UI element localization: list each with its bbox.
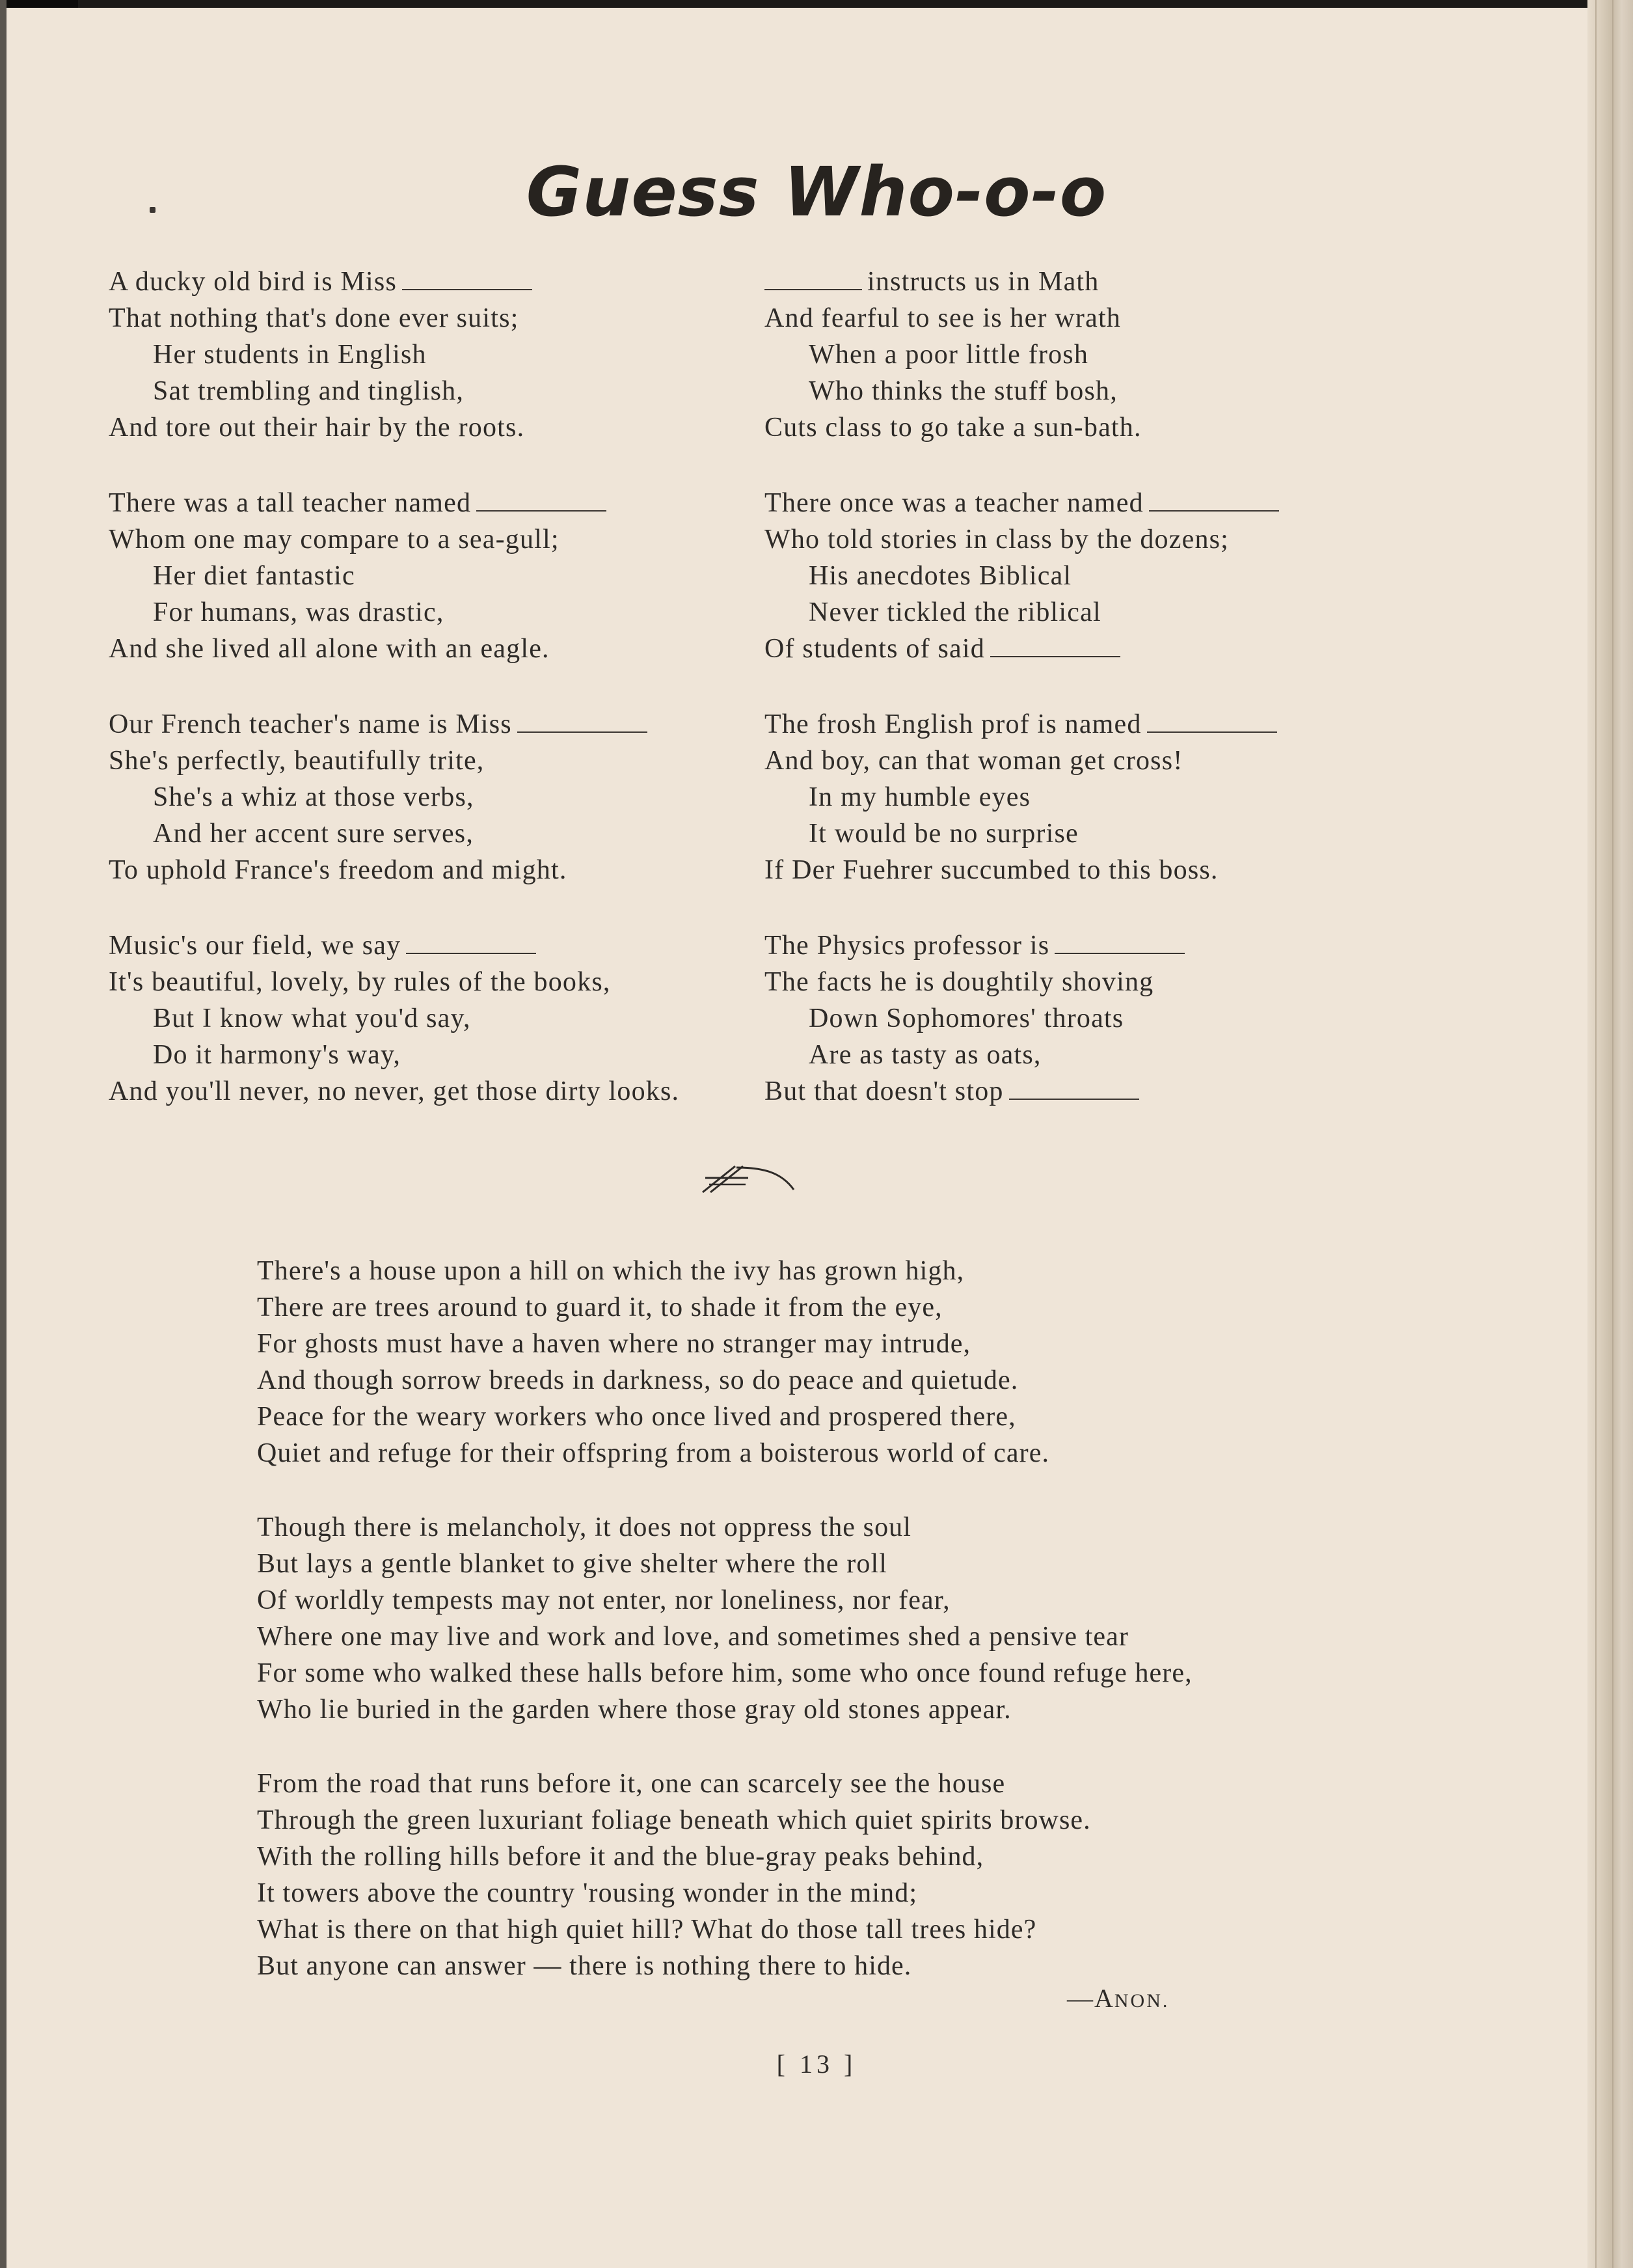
verse-text: She's perfectly, beautifully trite, <box>109 746 485 776</box>
verse-line <box>764 1000 1415 1037</box>
verse-line <box>109 485 759 521</box>
poem-line: From the road that runs before it, one can scarcely see the house <box>257 1769 1006 1799</box>
verse-line <box>109 264 759 300</box>
limerick-stanza <box>109 706 759 888</box>
verse-line <box>764 264 1415 300</box>
verse-text: Who thinks the stuff bosh, <box>809 376 1118 406</box>
verse-line <box>109 964 759 1000</box>
poem-line: Quiet and refuge for their offspring from a boisterous world of care. <box>257 1438 1050 1468</box>
poem-line: Though there is melancholy, it does not oppress the soul <box>257 1512 912 1542</box>
name-blank <box>1147 731 1277 733</box>
poem-body <box>257 1253 1298 2022</box>
limerick-stanza <box>764 485 1415 667</box>
name-blank <box>406 953 536 954</box>
page-binding <box>1587 0 1633 2268</box>
verse-line <box>109 300 759 336</box>
verse-line <box>764 558 1415 594</box>
limerick-stanza <box>764 706 1415 888</box>
verse-line <box>109 521 759 558</box>
ornament-divider-icon <box>696 1158 800 1197</box>
verse-line <box>764 852 1415 888</box>
verse-text: It's beautiful, lovely, by rules of the books, <box>109 967 611 997</box>
verse-line <box>109 815 759 852</box>
verse-line <box>109 1037 759 1073</box>
verse-text: The facts he is doughtily shoving <box>764 967 1154 997</box>
poem-line: For some who walked these halls before him, some who once found refuge here, <box>257 1658 1193 1688</box>
verse-text: When a poor little frosh <box>809 340 1089 370</box>
verse-line <box>109 336 759 373</box>
verse-line <box>109 1000 759 1037</box>
verse-text: And fearful to see is her wrath <box>764 303 1122 333</box>
left-limerick-column <box>109 264 759 1149</box>
verse-text: Whom one may compare to a sea-gull; <box>109 525 560 554</box>
name-blank <box>1055 953 1185 954</box>
verse-line <box>109 373 759 409</box>
verse-text: Never tickled the riblical <box>809 597 1101 627</box>
verse-text: There was a tall teacher named <box>109 488 472 518</box>
name-blank <box>476 510 606 512</box>
name-blank <box>517 731 647 733</box>
verse-line <box>109 409 759 446</box>
limerick-stanza <box>109 927 759 1110</box>
verse-line <box>764 927 1415 964</box>
scan-left-edge <box>0 0 7 2268</box>
verse-line <box>764 336 1415 373</box>
verse-text: Do it harmony's way, <box>153 1040 401 1070</box>
poem-line: But anyone can answer — there is nothing there to hide. <box>257 1951 912 1981</box>
right-limerick-column <box>764 264 1415 1149</box>
verse-line <box>764 964 1415 1000</box>
name-blank <box>402 289 532 290</box>
verse-line <box>764 779 1415 815</box>
verse-line <box>764 1037 1415 1073</box>
verse-text: And tore out their hair by the roots. <box>109 413 525 443</box>
poem-stanza <box>257 1253 1298 1471</box>
verse-line <box>109 594 759 631</box>
poem-line: Of worldly tempests may not enter, nor loneliness, nor fear, <box>257 1585 951 1615</box>
verse-line <box>109 631 759 667</box>
poem-stanza <box>257 1509 1298 1728</box>
verse-text: Of students of said <box>764 634 985 664</box>
verse-line <box>764 409 1415 446</box>
verse-text: The Physics professor is <box>764 931 1050 961</box>
verse-text: instructs us in Math <box>867 267 1100 297</box>
poem-line: With the rolling hills before it and the blue-gray peaks behind, <box>257 1842 984 1872</box>
verse-text: His anecdotes Biblical <box>809 561 1072 591</box>
poem-line: And though sorrow breeds in darkness, so do peace and quietude. <box>257 1365 1019 1395</box>
poem-line: Through the green luxuriant foliage beneath which quiet spirits browse. <box>257 1805 1091 1835</box>
limerick-stanza <box>109 264 759 446</box>
name-blank <box>764 289 862 290</box>
verse-text: The frosh English prof is named <box>764 709 1142 739</box>
verse-line <box>109 1073 759 1110</box>
verse-line <box>764 485 1415 521</box>
verse-line <box>109 779 759 815</box>
verse-text: For humans, was drastic, <box>153 597 444 627</box>
poem-line: Where one may live and work and love, and sometimes shed a pensive tear <box>257 1622 1129 1652</box>
verse-text: Down Sophomores' throats <box>809 1004 1124 1033</box>
verse-line <box>764 815 1415 852</box>
verse-line <box>764 594 1415 631</box>
verse-text: There once was a teacher named <box>764 488 1144 518</box>
poem-line: There's a house upon a hill on which the ivy has grown high, <box>257 1256 965 1286</box>
verse-text: That nothing that's done ever suits; <box>109 303 519 333</box>
signature: —ANON. <box>1067 1984 1170 2013</box>
verse-text: Are as tasty as oats, <box>809 1040 1042 1070</box>
poem-stanza <box>257 1766 1298 1984</box>
verse-text: But I know what you'd say, <box>153 1004 471 1033</box>
verse-text: Her diet fantastic <box>153 561 355 591</box>
verse-line <box>109 558 759 594</box>
poem-line: What is there on that high quiet hill? What do those tall trees hide? <box>257 1915 1037 1945</box>
name-blank <box>1009 1099 1139 1100</box>
poem-line: For ghosts must have a haven where no stranger may intrude, <box>257 1329 971 1359</box>
verse-text: To uphold France's freedom and might. <box>109 855 567 885</box>
poem-line: Peace for the weary workers who once lived and prospered there, <box>257 1402 1016 1432</box>
limerick-stanza <box>109 485 759 667</box>
verse-line <box>764 1073 1415 1110</box>
verse-text: She's a whiz at those verbs, <box>153 782 474 812</box>
verse-line <box>109 852 759 888</box>
verse-text: If Der Fuehrer succumbed to this boss. <box>764 855 1219 885</box>
poem-line: It towers above the country 'rousing wonder in the mind; <box>257 1878 918 1908</box>
verse-line <box>764 706 1415 743</box>
verse-text: And she lived all alone with an eagle. <box>109 634 550 664</box>
verse-line <box>109 743 759 779</box>
verse-text: Cuts class to go take a sun-bath. <box>764 413 1142 443</box>
verse-line <box>764 631 1415 667</box>
verse-line <box>764 300 1415 336</box>
page-title: Guess Who-o-o <box>526 152 1107 232</box>
limerick-stanza <box>764 264 1415 446</box>
verse-text: And you'll never, no never, get those dirty looks. <box>109 1076 680 1106</box>
verse-line <box>109 706 759 743</box>
verse-line <box>109 927 759 964</box>
name-blank <box>990 656 1120 657</box>
verse-line <box>764 373 1415 409</box>
verse-text: Sat trembling and tinglish, <box>153 376 465 406</box>
verse-line <box>764 521 1415 558</box>
verse-text: And boy, can that woman get cross! <box>764 746 1183 776</box>
verse-text: A ducky old bird is Miss <box>109 267 397 297</box>
limerick-stanza <box>764 927 1415 1110</box>
verse-text: Music's our field, we say <box>109 931 401 961</box>
verse-line <box>764 743 1415 779</box>
verse-text: Our French teacher's name is Miss <box>109 709 512 739</box>
verse-text: It would be no surprise <box>809 819 1079 849</box>
verse-text: And her accent sure serves, <box>153 819 474 849</box>
page-number: [ 13 ] <box>776 2049 857 2079</box>
verse-text: In my humble eyes <box>809 782 1031 812</box>
name-blank <box>1149 510 1279 512</box>
scan-top-edge <box>0 0 1633 8</box>
verse-text: But that doesn't stop <box>764 1076 1004 1106</box>
poem-line: But lays a gentle blanket to give shelter where the roll <box>257 1549 887 1579</box>
verse-text: Who told stories in class by the dozens; <box>764 525 1230 554</box>
verse-text: Her students in English <box>153 340 427 370</box>
poem-line: There are trees around to guard it, to shade it from the eye, <box>257 1292 943 1322</box>
poem-line: Who lie buried in the garden where those gray old stones appear. <box>257 1695 1012 1725</box>
